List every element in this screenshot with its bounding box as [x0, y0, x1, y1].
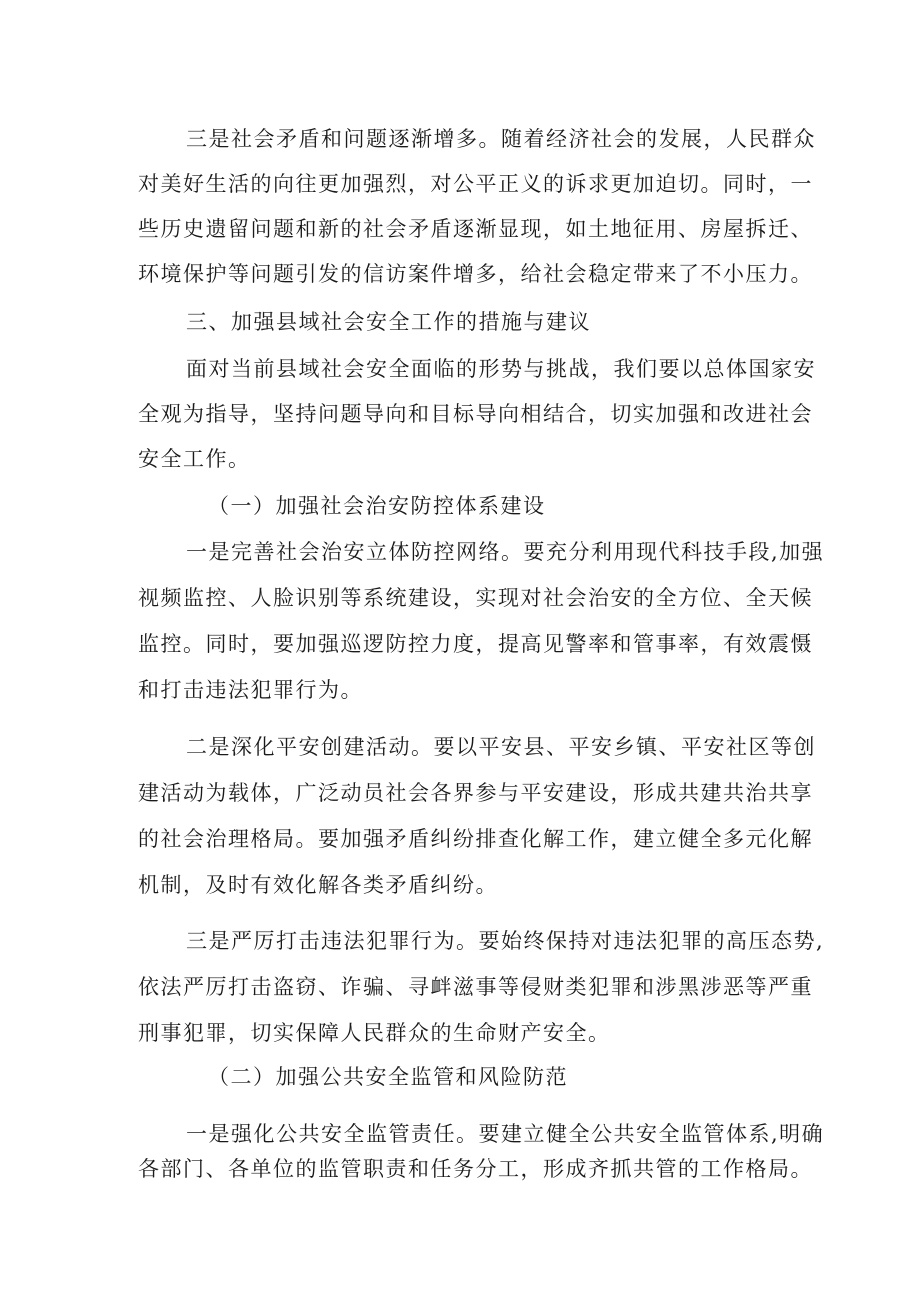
- paragraph-line: 的社会治理格局。要加强矛盾纠纷排查化解工作，建立健全多元化解: [138, 827, 813, 851]
- paragraph-line: 依法严厉打击盗窃、诈骗、寻衅滋事等侵财类犯罪和涉黑涉恶等严重: [138, 975, 813, 999]
- paragraph-line: 视频监控、人脸识别等系统建设，实现对社会治安的全方位、全天候: [138, 586, 813, 610]
- paragraph-line: 监控。同时，要加强巡逻防控力度，提高见警率和管事率，有效震慑: [138, 632, 813, 656]
- paragraph-line: 安全工作。: [138, 447, 251, 471]
- paragraph-line: 二是深化平安创建活动。要以平安县、平安乡镇、平安社区等创: [186, 735, 816, 759]
- paragraph-line: 环境保护等问题引发的信访案件增多，给社会稳定带来了不小压力。: [138, 262, 813, 286]
- paragraph-line: 一是强化公共安全监管责任。要建立健全公共安全监管体系,明确: [186, 1122, 825, 1146]
- paragraph-line: 些历史遗留问题和新的社会矛盾逐渐显现，如土地征用、房屋拆迁、: [138, 217, 813, 241]
- paragraph-line: 对美好生活的向往更加强烈，对公平正义的诉求更加迫切。同时，一: [138, 172, 813, 196]
- paragraph-line: 各部门、各单位的监管职责和任务分工，形成齐抓共管的工作格局。: [138, 1157, 813, 1181]
- subsection-heading: （一）加强社会治安防控体系建设: [208, 494, 546, 518]
- paragraph-line: 一是完善社会治安立体防控网络。要充分利用现代科技手段,加强: [186, 540, 825, 564]
- paragraph-line: 面对当前县域社会安全面临的形势与挑战，我们要以总体国家安: [186, 357, 816, 381]
- paragraph-line: 建活动为载体，广泛动员社会各界参与平安建设，形成共建共治共享: [138, 781, 813, 805]
- paragraph-line: 机制，及时有效化解各类矛盾纠纷。: [138, 873, 498, 897]
- paragraph-line: 刑事犯罪，切实保障人民群众的生命财产安全。: [138, 1021, 611, 1045]
- paragraph-line: 三是严厉打击违法犯罪行为。要始终保持对违法犯罪的高压态势,: [186, 929, 825, 953]
- section-heading: 三、加强县域社会安全工作的措施与建议: [186, 310, 591, 334]
- paragraph-line: 全观为指导，坚持问题导向和目标导向相结合，切实加强和改进社会: [138, 402, 813, 426]
- paragraph-line: 和打击违法犯罪行为。: [138, 678, 363, 702]
- paragraph-line: 三是社会矛盾和问题逐渐增多。随着经济社会的发展，人民群众: [186, 127, 816, 151]
- subsection-heading: （二）加强公共安全监管和风险防范: [208, 1065, 568, 1089]
